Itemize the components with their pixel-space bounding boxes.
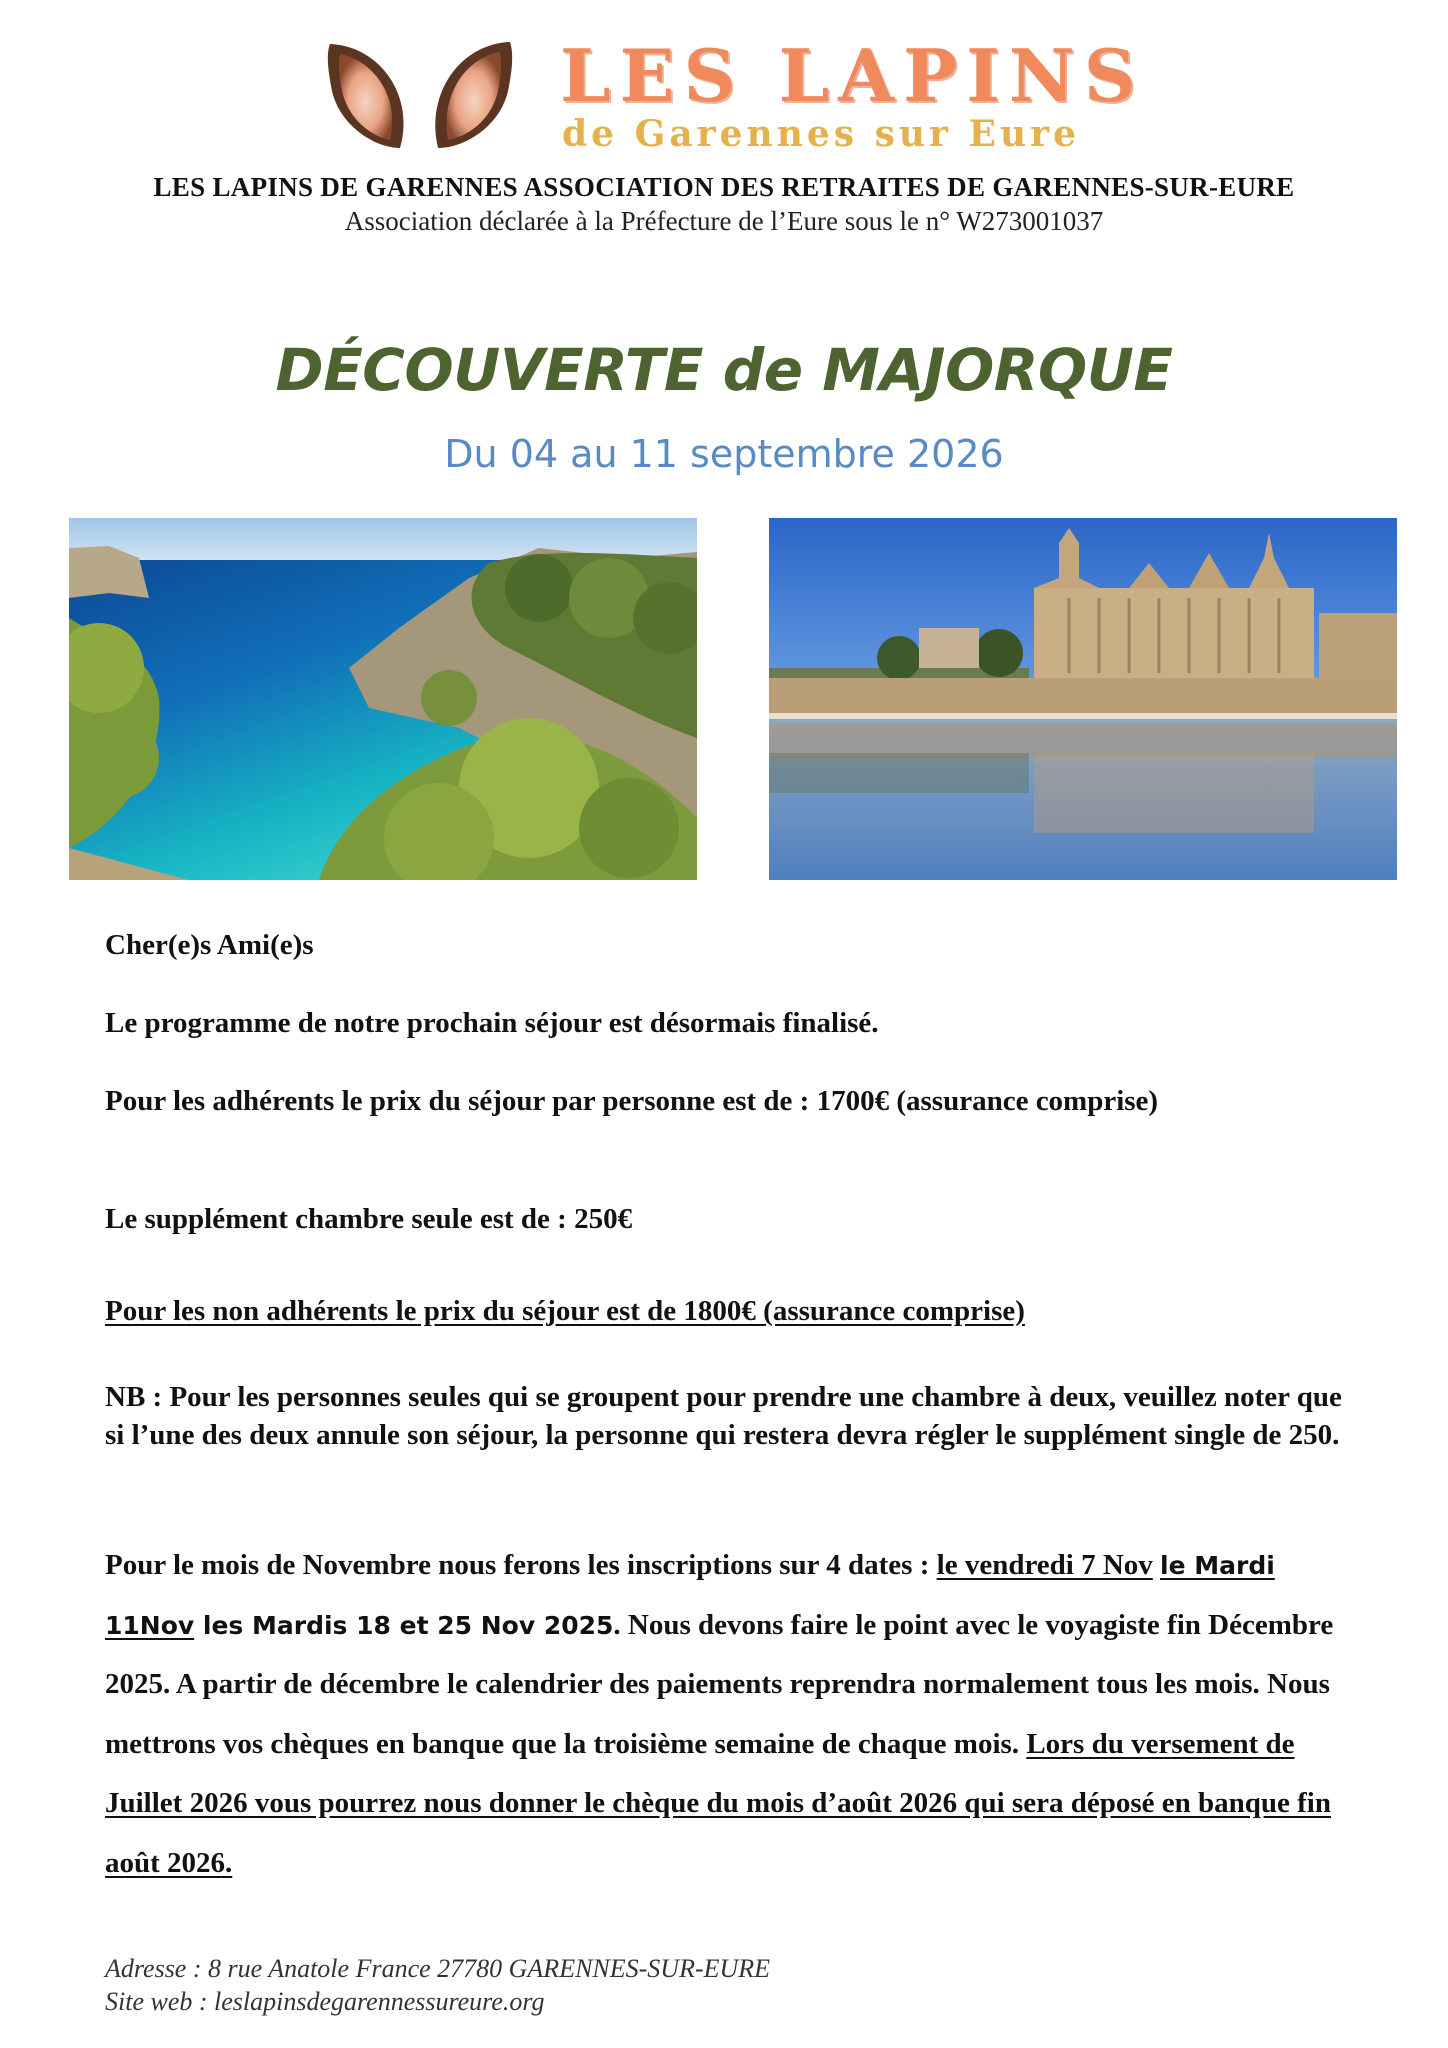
registration-date-1: le vendredi 7 Nov xyxy=(936,1549,1153,1581)
registration-date-2: le Mardi 11Nov xyxy=(105,1551,1275,1640)
trip-title: DÉCOUVERTE de MAJORQUE xyxy=(275,336,1173,404)
letter-intro: Le programme de notre prochain séjour est désormais finalisé. xyxy=(105,1007,879,1039)
footer-website: Site web : leslapinsdegarennessureure.org xyxy=(105,1987,545,2016)
coastal-cove-photo xyxy=(69,518,697,880)
non-members-price: Pour les non adhérents le prix du séjour est de 1800€ (assurance comprise) xyxy=(105,1295,1025,1327)
footer-address: Adresse : 8 rue Anatole France 27780 GARENNES-SUR-EURE xyxy=(105,1954,771,1983)
july-payment-note: Lors du versement de Juillet 2026 vous pourrez nous donner le chèque du mois d’août 2026 qui sera déposé en banque fin août 2026. xyxy=(105,1727,1331,1879)
registration-date-3: les Mardis 18 et 25 Nov 2025 xyxy=(194,1610,614,1640)
association-registration: Association déclarée à la Préfecture de l’Eure sous le n° W273001037 xyxy=(344,206,1104,236)
palma-cathedral-photo xyxy=(769,518,1397,880)
logo-title: LES LAPINS xyxy=(560,33,1145,118)
registration-rest: . Nous devons faire le point avec le voyagiste fin Décembre 2025. A partir de décembre le calendrier des paiements reprendra normalement tous les mois. Nous mettrons vos chèques en banque que la troisième semaine de chaque mois. xyxy=(105,1608,1334,1760)
rabbit-ears-icon xyxy=(320,36,520,154)
members-price: Pour les adhérents le prix du séjour par personne est de : 1700€ (assurance comprise) xyxy=(105,1085,1159,1117)
trip-dates: Du 04 au 11 septembre 2026 xyxy=(444,432,1004,476)
registration-paragraph xyxy=(105,1536,1365,1893)
footer xyxy=(105,1952,770,2018)
nb-note: NB : Pour les personnes seules qui se groupent pour prendre une chambre à deux, veuillez noter que si l’une des deux annule son séjour, la personne qui restera devra régler le supplément single de 250. xyxy=(105,1381,1342,1451)
letter-greeting: Cher(e)s Ami(e)s xyxy=(105,929,314,961)
registration-intro: Pour le mois de Novembre nous ferons les inscriptions sur 4 dates : xyxy=(105,1549,937,1581)
association-logo xyxy=(320,33,1180,155)
single-supplement: Le supplément chambre seule est de : 250€ xyxy=(105,1203,633,1235)
association-name: LES LAPINS DE GARENNES ASSOCIATION DES RETRAITES DE GARENNES-SUR-EURE xyxy=(153,172,1295,202)
logo-subtitle: de Garennes sur Eure xyxy=(562,113,1081,155)
